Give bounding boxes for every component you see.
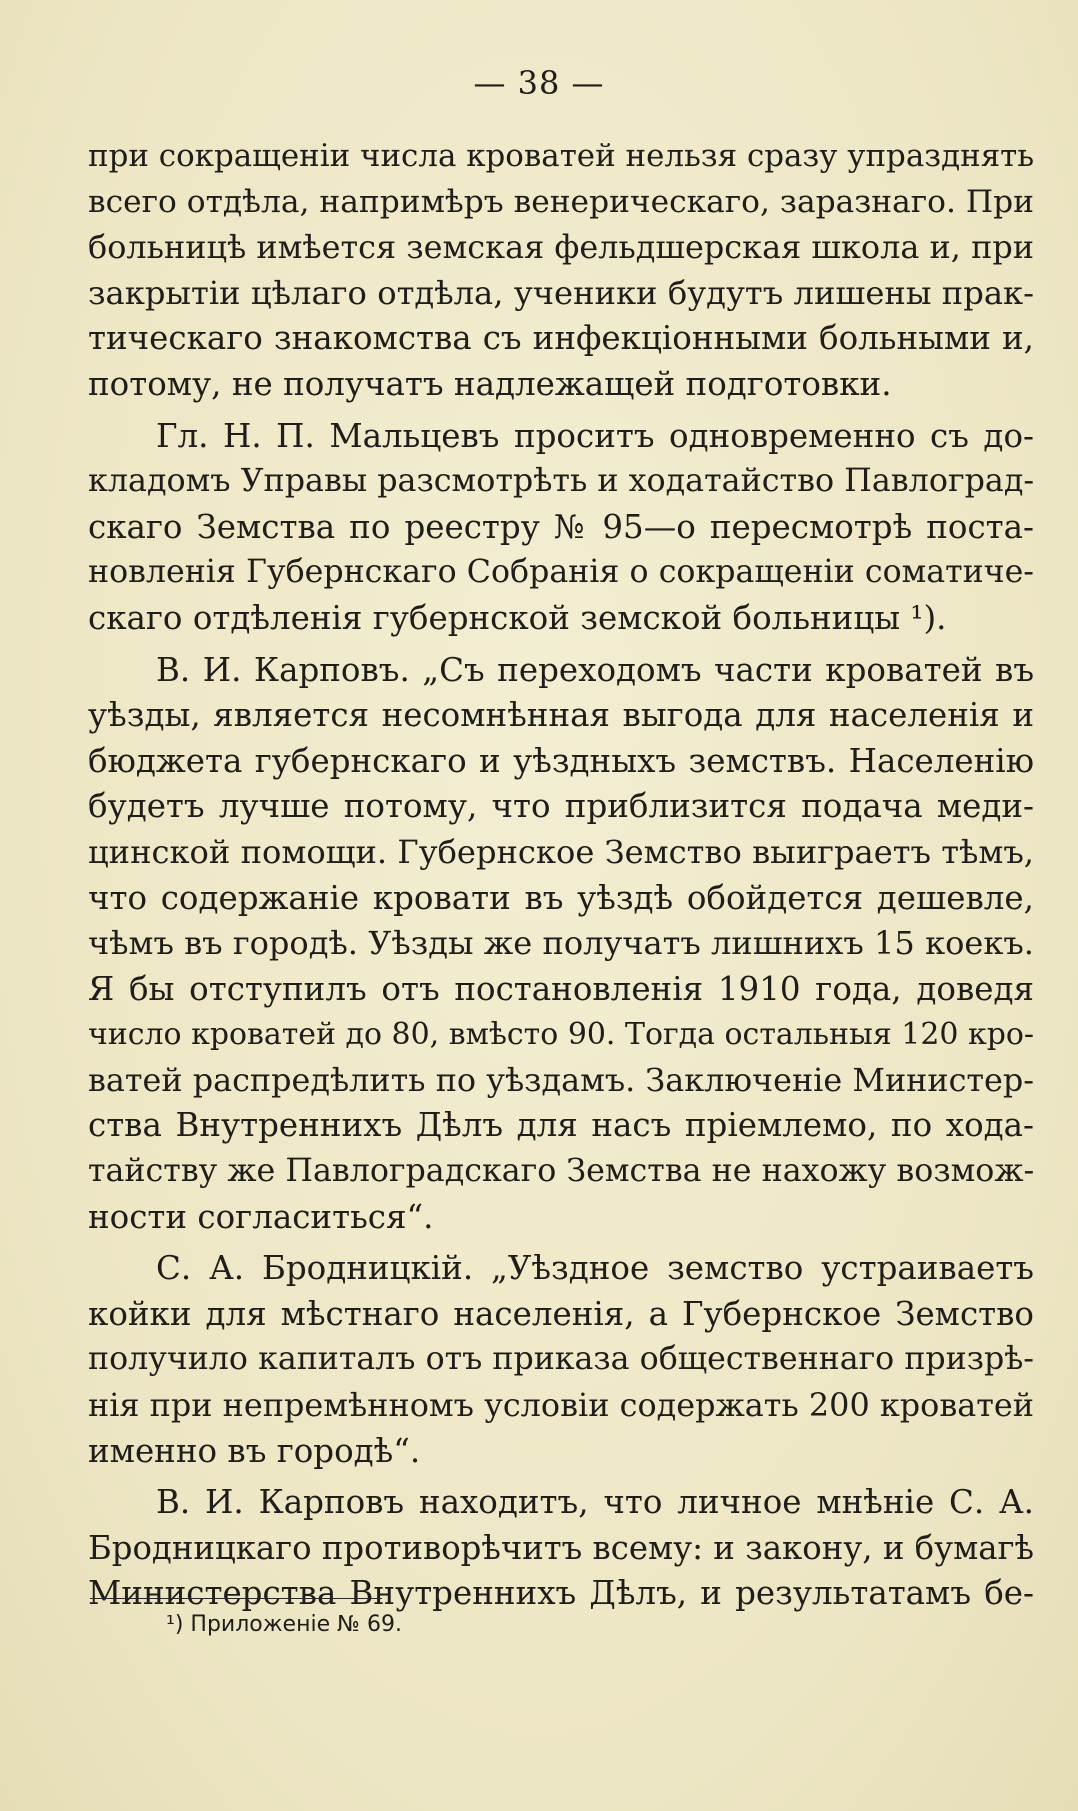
text-line: цинской помощи. Губернское Земство выиграетъ тѣмъ, xyxy=(88,832,1034,871)
text-line: ности согласиться“. xyxy=(88,1197,434,1236)
text-line: при сокращенiи числа кроватей нельзя сразу упразднять xyxy=(88,138,1035,174)
footnote-divider xyxy=(90,1598,382,1599)
body-text xyxy=(88,134,1034,1617)
text-line: С. А. Бродницкiй. „Уѣздное земство устраиваетъ xyxy=(156,1249,1034,1288)
text-line: число кроватей до 80, вмѣсто 90. Тогда остальныя 120 кро- xyxy=(88,1017,1034,1053)
text-line: койки для мѣстнаго населенiя, а Губернское Земство xyxy=(88,1294,1034,1333)
text-line: закрытiи цѣлаго отдѣла, ученики будутъ лишены прак- xyxy=(88,273,1034,312)
text-line: кладомъ Управы разсмотрѣть и ходатайство Павлоград- xyxy=(88,463,1035,500)
text-line: бюджета губернскаго и уѣздныхъ земствъ. Населенiю xyxy=(88,741,1034,780)
text-line: ватей распредѣлить по уѣздамъ. Заключенiе Министер- xyxy=(88,1060,1034,1099)
text-line: ства Внутреннихъ Дѣлъ для насъ прiемлемо, по хода- xyxy=(88,1106,1034,1145)
text-line: всего отдѣла, напримѣръ венерическаго, заразнаго. При xyxy=(88,183,1034,220)
text-line: будетъ лучше потому, что приблизится подача меди- xyxy=(88,787,1034,826)
text-line: потому, не получатъ надлежащей подготовки. xyxy=(88,364,892,403)
text-line: тайству же Павлоградскаго Земства не нахожу возмож- xyxy=(88,1153,1035,1190)
text-line: скаго Земства по реестру № 95—о пересмотрѣ поста- xyxy=(88,507,1034,546)
footnote: ¹) Приложенiе № 69. xyxy=(166,1612,402,1637)
text-line: именно въ городѣ“. xyxy=(88,1431,421,1470)
text-line: что содержанiе кровати въ уѣздѣ обойдется дешевле, xyxy=(88,878,1034,917)
text-line: нiя при непремѣнномъ условiи содержать 200 кроватей xyxy=(88,1386,1034,1425)
text-line: больницѣ имѣется земская фельдшерская школа и, при xyxy=(88,228,1034,267)
text-line: Министерства Внутреннихъ Дѣлъ, и результатамъ бе- xyxy=(88,1574,1034,1613)
text-line: получило капиталъ отъ приказа общественнаго призрѣ- xyxy=(88,1341,1034,1378)
text-line: В. И. Карповъ находитъ, что личное мнѣнiе С. А. xyxy=(156,1483,1034,1522)
text-line: тическаго знакомства съ инфекцiонными больными и, xyxy=(88,319,1034,358)
text-line: новленiя Губернскаго Собранiя о сокращенiи соматиче- xyxy=(88,554,1034,591)
text-line: скаго отдѣленiя губернской земской больницы ¹). xyxy=(88,598,947,637)
text-line: уѣзды, является несомнѣнная выгода для населенiя и xyxy=(88,696,1034,735)
text-line: В. И. Карповъ. „Съ переходомъ части кроватей въ xyxy=(156,650,1034,689)
text-line: Гл. Н. П. Мальцевъ проситъ одновременно съ до- xyxy=(156,416,1034,455)
text-line: Бродницкаго противорѣчитъ всему: и закону, и бумагѣ xyxy=(88,1528,1034,1567)
page-number: — 38 — xyxy=(473,64,605,102)
text-line: чѣмъ въ городѣ. Уѣзды же получатъ лишнихъ 15 коекъ. xyxy=(88,924,1034,963)
text-line: Я бы отступилъ отъ постановленiя 1910 года, доведя xyxy=(88,969,1034,1008)
